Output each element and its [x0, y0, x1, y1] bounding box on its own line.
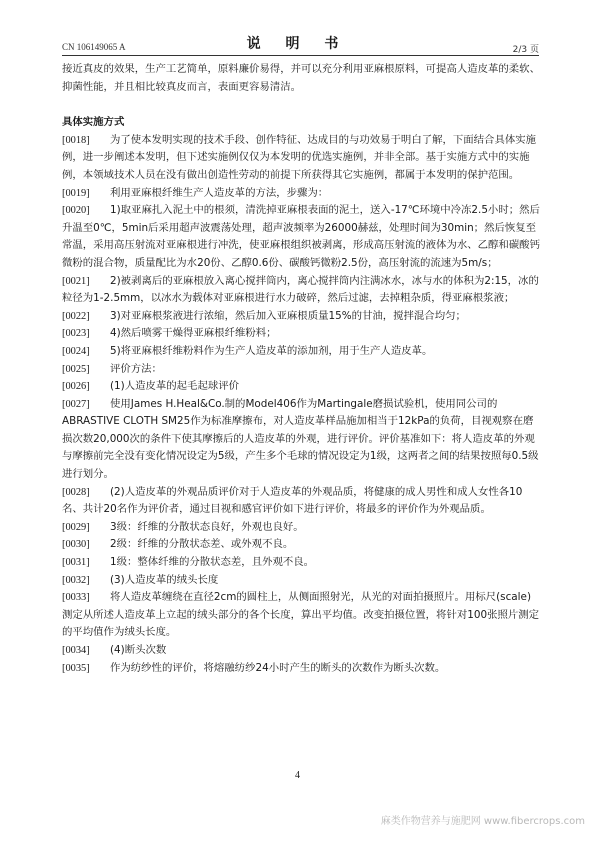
- paragraph-0025: [62, 361, 540, 379]
- paragraph-number: [0027]: [62, 398, 90, 410]
- paragraph-number: [0025]: [62, 363, 90, 375]
- header-divider: [62, 55, 539, 56]
- intro-paragraph: 接近真皮的效果，生产工艺简单，原料廉价易得，并可以充分利用亚麻根原料，可提高人造皮革的柔软、抑菌性能，并且相比较真皮而言，表面更容易清洁。: [62, 63, 540, 93]
- paragraph-0029: [62, 519, 540, 537]
- paragraph-0023: [62, 325, 540, 343]
- paragraph-number: [0030]: [62, 539, 90, 551]
- paragraph-0031: [62, 554, 540, 572]
- paragraph-0019: [62, 185, 540, 203]
- paragraph-0034: [62, 642, 540, 660]
- paragraph-number: [0034]: [62, 645, 90, 656]
- paragraph-text: 2级：纤维的分散状态差、或外观不良。: [110, 538, 294, 551]
- paragraph-text: 5)将亚麻根纤维粉料作为生产人造皮革的添加剂，用于生产人造皮革。: [110, 344, 433, 357]
- paragraph-0022: [62, 308, 540, 326]
- paragraph-0020: [62, 202, 540, 272]
- watermark: 麻类作物营养与施肥网 www.fibercrops.com: [380, 816, 585, 827]
- paragraph-text: 评价方法：: [110, 362, 162, 375]
- paragraph-text: 1)取亚麻扎入泥土中的根须，清洗掉亚麻根表面的泥土，送入-17℃环境中冷冻2.5小时；然后升温至0℃，5min后采用超声波震荡处理，超声波频率为26000赫兹，处理时间为30min；然后恢复至常温，采用高压射流对亚麻根进行冲洗，使亚麻根组织被剥离，形成高压射流的液体为水、乙醇和碳酸钙微粉的混合物，质量配比为水20份、乙醇0.6份、碳酸钙微粉2.5份，高压射流的流速为5m/s；: [62, 204, 540, 269]
- paragraph-0026: [62, 378, 540, 396]
- paragraph-number: [0020]: [62, 205, 90, 217]
- paragraph-text: 2)被剥离后的亚麻根放入离心搅拌筒内，离心搅拌筒内注满冰水，冰与水的体积为2:15，冰的粒径为1-2.5mm，以冰水为载体对亚麻根进行水力破碎，然后过滤，去掉粗杂质，得亚麻根浆液；: [62, 274, 539, 305]
- paragraph-text: 4)然后喷雾干燥得亚麻根纤维粉料；: [110, 327, 277, 340]
- paragraph-number: [0026]: [62, 381, 90, 393]
- paragraph-number: [0023]: [62, 328, 90, 340]
- paragraph-text: 作为纺纱性的评价，将熔融纺纱24小时产生的断头的次数作为断头次数。: [110, 661, 446, 674]
- paragraph-text: (4)断头次数: [110, 644, 167, 656]
- section-heading: 具体实施方式: [62, 116, 125, 129]
- paragraph-text: 将人造皮革缠绕在直径2cm的圆柱上，从侧面照射光，从光的对面拍摄照片。用标尺(scale)测定从所述人造皮革上立起的绒头部分的各个长度，算出平均值。改变拍摄位置，将针对100张照片测定的平均值作为绒头长度。: [62, 591, 540, 639]
- paragraph-number: [0022]: [62, 310, 90, 322]
- paragraph-0032: [62, 572, 540, 590]
- paragraph-text: 3)对亚麻根浆液进行浓缩，然后加入亚麻根质量15%的甘油，搅拌混合均匀；: [110, 309, 466, 322]
- paragraph-text: 3级：纤维的分散状态良好，外观也良好。: [110, 520, 304, 533]
- paragraph-0021: [62, 273, 540, 308]
- paragraph-0035: [62, 660, 540, 678]
- paragraph-0027: [62, 396, 540, 484]
- paragraph-number: [0035]: [62, 662, 90, 674]
- page-number: 4: [295, 770, 300, 781]
- paragraph-number: [0028]: [62, 486, 90, 498]
- paragraph-text: (1)人造皮革的起毛起球评价: [110, 380, 240, 393]
- paragraph-number: [0024]: [62, 345, 90, 357]
- paragraph-number: [0018]: [62, 134, 90, 146]
- page-title: 说 明 书: [246, 36, 349, 52]
- paragraph-text: 利用亚麻根纤维生产人造皮革的方法，步骤为：: [110, 186, 329, 199]
- paragraph-text: (3)人造皮革的绒头长度: [110, 573, 219, 586]
- paragraph-0030: [62, 536, 540, 554]
- paragraph-text: (2)人造皮革的外观品质评价对于人造皮革的外观品质，将健康的成人男性和成人女性各10名、共计20名作为评价者，通过目视和感官评价如下进行评价，将最多的评价作为外观品质。: [62, 485, 523, 516]
- paragraph-number: [0033]: [62, 592, 90, 604]
- paragraph-number: [0021]: [62, 275, 90, 287]
- paragraph-0028: [62, 484, 540, 519]
- paragraph-text: 使用James H.Heal&Co.制的Model406作为Martingale磨损试验机，使用同公司的ABRASTIVE CLOTH SM25作为标准摩擦布，对人造皮革样品施加相当于12kPa的负荷，目视观察在磨损次数20,000次的条件下使其摩擦后的人造皮革的外观，进行评价。评价基准如下：将人造皮革的外观与摩擦前完全没有变化情况设定为5级，产生多个毛球的情况设定为1级，这两者之间的结果按照每0.5级进行划分。: [62, 397, 539, 481]
- page-indicator: 2/3 页: [512, 45, 539, 55]
- paragraph-number: [0031]: [62, 557, 90, 569]
- paragraph-number: [0019]: [62, 187, 90, 199]
- paragraph-text: 1级：整体纤维的分散状态差，且外观不良。: [110, 556, 315, 569]
- paragraph-number: [0029]: [62, 521, 90, 533]
- paragraph-number: [0032]: [62, 574, 90, 586]
- paragraph-text: 为了使本发明实现的技术手段、创作特征、达成目的与功效易于明白了解，下面结合具体实施例，进一步阐述本发明，但下述实施例仅仅为本发明的优选实施例，并非全部。基于实施方式中的实施例，本领域技术人员在没有做出创造性劳动的前提下所获得其它实施例，都属于本发明的保护范围。: [62, 133, 537, 181]
- document-body: [62, 61, 540, 677]
- paragraph-0033: [62, 589, 540, 642]
- doc-number: CN 106149065 A: [62, 42, 126, 52]
- paragraph-0024: [62, 343, 540, 361]
- paragraph-0018: [62, 132, 540, 185]
